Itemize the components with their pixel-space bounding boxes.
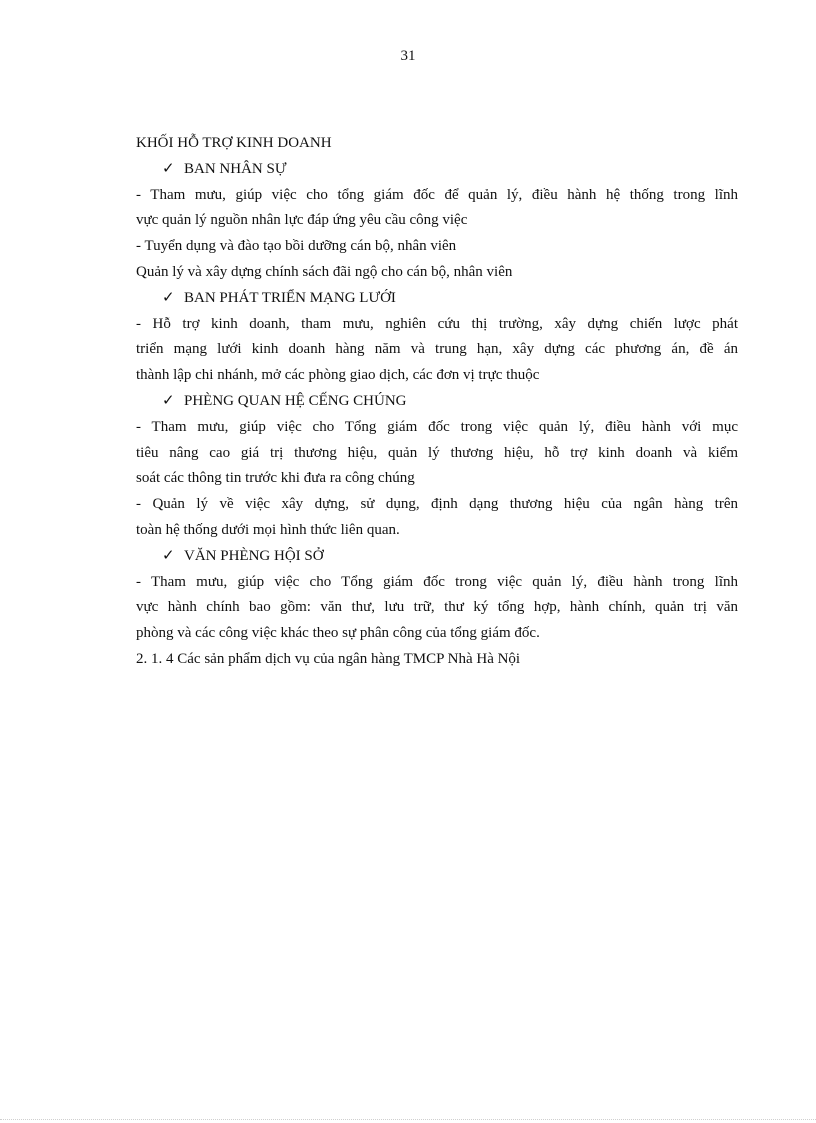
paragraph-line: phòng và các công việc khác theo sự phân công của tổng giám đốc. bbox=[136, 625, 540, 642]
paragraph-line: toàn hệ thống dưới mọi hình thức liên quan. bbox=[136, 521, 400, 538]
paragraph-line: - Tham mưu, giúp việc cho tổng giám đốc để quản lý, điều hành hệ thống trong lĩnh bbox=[136, 186, 738, 203]
subsection-title: 2. 1. 4 Các sản phẩm dịch vụ của ngân hàng TMCP Nhà Hà Nội bbox=[136, 650, 521, 667]
checkmark-icon: ✓ bbox=[162, 289, 175, 306]
paragraph-line: - Tham mưu, giúp việc cho Tổng giám đốc trong việc quản lý, điều hành với mục bbox=[136, 418, 738, 435]
heading-ban-nhan-su bbox=[136, 157, 738, 183]
paragraph-line: - Hỗ trợ kinh doanh, tham mưu, nghiên cứu thị trường, xây dựng chiến lược phát bbox=[136, 315, 738, 332]
document-body bbox=[136, 131, 738, 673]
checkmark-icon: ✓ bbox=[162, 547, 175, 564]
heading-label: PHÈNG QUAN HỆ CẾNG CHÚNG bbox=[184, 392, 407, 409]
heading-label: VĂN PHÈNG HỘI SỞ bbox=[184, 547, 324, 564]
heading-phong-quan-he-cong-chung bbox=[136, 389, 738, 415]
paragraph-line: thành lập chi nhánh, mở các phòng giao dịch, các đơn vị trực thuộc bbox=[136, 367, 540, 384]
checkmark-icon: ✓ bbox=[162, 392, 175, 409]
paragraph-line: - Quản lý về việc xây dựng, sử dụng, định dạng thương hiệu của ngân hàng trên bbox=[136, 496, 738, 513]
page-number: 31 bbox=[400, 48, 416, 64]
heading-label: BAN PHÁT TRIỂN MẠNG LƯỚI bbox=[184, 289, 396, 306]
checkmark-icon: ✓ bbox=[162, 160, 175, 177]
heading-ban-phat-trien-mang-luoi bbox=[136, 286, 738, 312]
paragraph-line: - Tuyển dụng và đào tạo bồi dưỡng cán bộ, nhân viên bbox=[136, 238, 457, 255]
paragraph-line: soát các thông tin trước khi đưa ra công chúng bbox=[136, 470, 415, 487]
paragraph-line: triển mạng lưới kinh doanh hàng năm và trung hạn, xây dựng các phương án, đề án bbox=[136, 341, 738, 358]
heading-label: BAN NHÂN SỰ bbox=[184, 160, 287, 177]
paragraph-line: - Tham mưu, giúp việc cho Tổng giám đốc trong việc quản lý, điều hành trong lĩnh bbox=[136, 573, 738, 590]
heading-van-phong-hoi-so bbox=[136, 544, 738, 570]
section-title: KHỐI HỖ TRỢ KINH DOANH bbox=[136, 135, 332, 151]
paragraph-line: Quản lý và xây dựng chính sách đãi ngộ cho cán bộ, nhân viên bbox=[136, 263, 513, 280]
paragraph-line: tiêu nâng cao giá trị thương hiệu, quản lý thương hiệu, hỗ trợ kinh doanh và kiểm bbox=[136, 444, 738, 461]
paragraph-line: vực hành chính bao gồm: văn thư, lưu trữ, thư ký tổng hợp, hành chính, quản trị văn bbox=[136, 599, 738, 616]
page-bottom-rule bbox=[0, 1119, 816, 1120]
paragraph-line: vực quản lý nguồn nhân lực đáp ứng yêu cầu công việc bbox=[136, 212, 468, 229]
